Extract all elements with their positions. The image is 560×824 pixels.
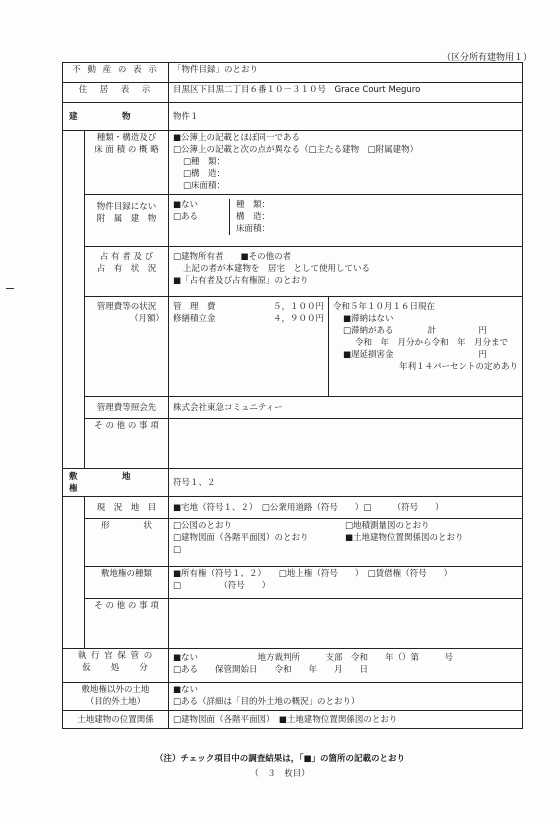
- occupant-label-1: 占 有 者 及 び: [99, 252, 154, 262]
- custody-line-2: □ある 保管開始日 令和 年 月 日: [173, 665, 369, 675]
- type-line-1: ■公簿上の記載とほぼ同一である: [173, 133, 301, 143]
- property-label: 不 動 産 の 表 示: [63, 63, 169, 83]
- margin-mark: [6, 288, 14, 289]
- occupant-line-1: □建物所有者 ■その他の者: [173, 252, 292, 262]
- shape-left-1: □公図のとおり: [173, 521, 233, 531]
- land-other-label: そ の 他 の 事 項: [85, 599, 169, 649]
- fee-status-arrears: □滞納がある 計 円: [343, 326, 488, 336]
- custody-line-1: ■ない 地方裁判所 支部 令和 年（）第 号: [173, 653, 454, 663]
- land-section-title: 敷 地 権: [63, 469, 169, 497]
- shape-right-2: ■土地建物位置関係図のとおり: [345, 533, 464, 543]
- fee-status-late-charge: ■遅延損害金 円: [343, 350, 488, 360]
- address-value: 目黒区下目黒二丁目６番１０－３１０号 Grace Court Meguro: [169, 83, 523, 103]
- fee-amount-1: ５，１００円: [273, 302, 325, 312]
- fee-status: [329, 297, 523, 397]
- custody-label-2: 仮 処 分: [82, 663, 149, 673]
- type-label-2: 床 面 積 の 概 略: [94, 145, 159, 155]
- annex-kind: 種 類：: [236, 200, 271, 210]
- fee-amounts: [169, 297, 329, 397]
- contact-value: 株式会社東急コミュニティー: [169, 397, 523, 419]
- type-line-3: □種 類：: [183, 157, 226, 167]
- building-section-title: 建 物: [63, 103, 169, 131]
- other-land-label-2: （目的外土地）: [85, 697, 146, 707]
- footer-note: （注）チェック項目中の調査結果は，「■」の箇所の記載のとおり: [154, 754, 406, 764]
- annex-structure: 構 造：: [236, 212, 271, 222]
- type-field: [169, 131, 523, 195]
- shape-left-2: □建物図面（各階平面図）のとおり: [173, 533, 309, 543]
- building-other-value: [169, 419, 523, 469]
- fee-label-1: 管理費等の状況: [96, 302, 157, 312]
- contact-label: 管理費等照会先: [85, 397, 169, 419]
- fee-status-rate: 年利１４パーセントの定めあり: [399, 362, 518, 372]
- annex-area: 床面積：: [236, 224, 271, 234]
- custody-field: [169, 649, 523, 683]
- other-land-label-1: 敷地権以外の土地: [81, 685, 150, 695]
- annex-field: [169, 195, 523, 247]
- right-type-line-2: □ （符号 ）: [173, 581, 271, 591]
- occupant-field: [169, 247, 523, 297]
- shape-right-1: □地積測量図のとおり: [345, 521, 430, 531]
- land-section-value: 符号１、２: [169, 469, 523, 497]
- occupant-line-2: 上記の者が本建物を 居宅 として使用している: [183, 264, 371, 274]
- right-type-label: 敷地権の種類: [85, 567, 169, 599]
- building-other-label: そ の 他 の 事 項: [85, 419, 169, 469]
- annex-label-1: 物件目録にない: [96, 202, 157, 212]
- building-section-value: 物件１: [169, 103, 523, 131]
- land-status-label: 現 況 地 目: [85, 497, 169, 519]
- other-land-line-2: □ある（詳細は「目的外土地の概況」のとおり）: [173, 697, 360, 707]
- form-type-note: （区分所有建物用１）: [441, 53, 532, 63]
- type-label-1: 種類・構造及び: [96, 133, 157, 143]
- fee-name-1: 管 理 費: [173, 302, 216, 312]
- fee-status-no-arrears: ■滞納はない: [343, 314, 394, 324]
- land-status-value: ■宅地（符号１、２） □公衆用道路（符号 ）□ （符号 ）: [169, 497, 523, 519]
- fee-status-period: 令和 年 月分から令和 年 月分まで: [355, 338, 509, 348]
- fee-label-2: （月額）: [130, 314, 165, 324]
- type-line-5: □床面積：: [183, 181, 226, 191]
- page-count: （ ３ 枚目）: [250, 769, 310, 779]
- position-value: □建物図面（各階平面図） ■土地建物位置関係図のとおり: [169, 711, 523, 729]
- type-line-4: □構 造：: [183, 169, 226, 179]
- annex-exists: □ある: [173, 212, 199, 222]
- address-label: 住 居 表 示: [63, 83, 169, 103]
- fee-status-date: 令和５年１０月１６日現在: [333, 302, 436, 312]
- other-land-field: [169, 683, 523, 711]
- survey-form-table: [62, 62, 523, 729]
- occupant-line-3: ■「占有者及び占有権原」のとおり: [173, 276, 309, 286]
- custody-label-1: 執 行 官 保 管 の: [77, 651, 154, 661]
- annex-label-2: 附 属 建 物: [96, 214, 157, 224]
- type-line-2: □公簿上の記載と次の点が異なる（□主たる建物 □附属建物）: [173, 145, 419, 155]
- annex-none: ■ない: [173, 200, 199, 210]
- occupant-label-2: 占 有 状 況: [96, 264, 157, 274]
- fee-amount-2: ４，９００円: [273, 314, 325, 324]
- land-shape-field: [169, 519, 523, 567]
- property-value: 「物件目録」のとおり: [169, 63, 523, 83]
- right-type-field: [169, 567, 523, 599]
- position-label: 土地建物の位置関係: [63, 711, 169, 729]
- land-shape-label: 形 状: [85, 519, 169, 567]
- other-land-line-1: ■ない: [173, 685, 199, 695]
- fee-name-2: 修繕積立金: [173, 314, 216, 324]
- right-type-line-1: ■所有権（符号１、２） □地上権（符号 ） □賃借権（符号 ）: [173, 569, 453, 579]
- land-other-value: [169, 599, 523, 649]
- shape-left-3: □: [173, 545, 182, 555]
